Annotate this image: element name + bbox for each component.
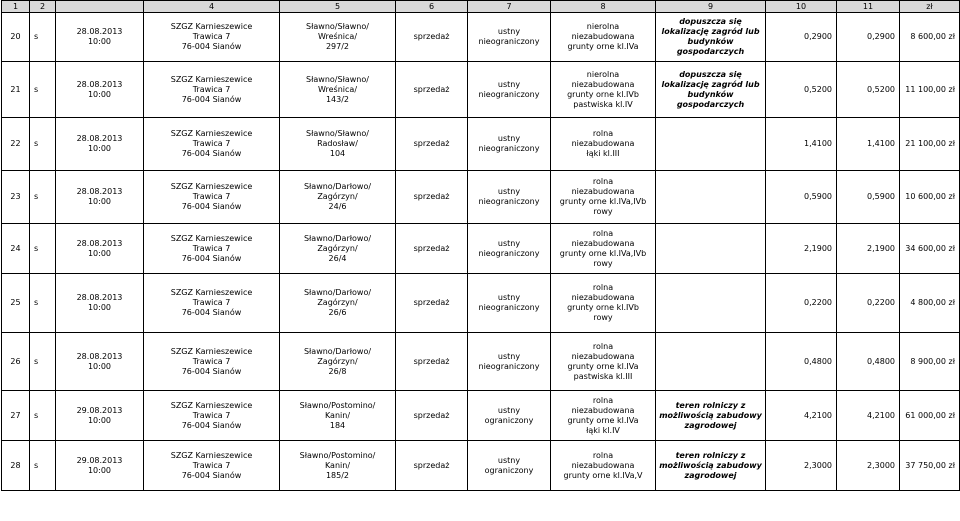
transaction-type-cell: sprzedaż (396, 224, 468, 274)
area-cell: 0,5200 (766, 62, 837, 118)
auction-place-cell: SZGZ Karnieszewice Trawica 7 76-004 Sianów (144, 333, 280, 391)
transaction-type-cell: sprzedaż (396, 274, 468, 333)
price-cell: 11 100,00 zł (900, 62, 960, 118)
auction-date-cell: 28.08.2013 10:00 (56, 118, 144, 171)
area-cell: 0,4800 (766, 333, 837, 391)
area-cell: 2,3000 (766, 441, 837, 491)
price-cell: 10 600,00 zł (900, 171, 960, 224)
transaction-type-cell: sprzedaż (396, 333, 468, 391)
auction-date-cell: 28.08.2013 10:00 (56, 333, 144, 391)
price-cell: 8 900,00 zł (900, 333, 960, 391)
parcel-location-cell: Sławno/Darłowo/ Zagórzyn/ 24/6 (280, 171, 396, 224)
column-header: 1 (2, 1, 30, 13)
auction-date-cell: 28.08.2013 10:00 (56, 13, 144, 62)
zoning-purpose-cell (656, 274, 766, 333)
status-cell: s (30, 274, 56, 333)
column-header: 9 (656, 1, 766, 13)
auction-place-cell: SZGZ Karnieszewice Trawica 7 76-004 Sianów (144, 391, 280, 441)
land-use-cell: rolna niezabudowana grunty orne kl.IVa,IVb rowy (551, 224, 656, 274)
area-cell: 0,2900 (837, 13, 900, 62)
zoning-purpose-cell: teren rolniczy z możliwością zabudowy zagrodowej (656, 391, 766, 441)
column-header: 2 (30, 1, 56, 13)
lot-number-cell: 26 (2, 333, 30, 391)
price-cell: 37 750,00 zł (900, 441, 960, 491)
table-row (2, 62, 960, 118)
column-header: 6 (396, 1, 468, 13)
column-header: 5 (280, 1, 396, 13)
parcel-location-cell: Sławno/Sławno/ Wreśnica/ 297/2 (280, 13, 396, 62)
status-cell: s (30, 441, 56, 491)
lot-number-cell: 20 (2, 13, 30, 62)
price-cell: 61 000,00 zł (900, 391, 960, 441)
auction-place-cell: SZGZ Karnieszewice Trawica 7 76-004 Sianów (144, 224, 280, 274)
transaction-type-cell: sprzedaż (396, 62, 468, 118)
area-cell: 2,1900 (837, 224, 900, 274)
area-cell: 0,2900 (766, 13, 837, 62)
land-use-cell: rolna niezabudowana grunty orne kl.IVa,V (551, 441, 656, 491)
parcel-location-cell: Sławno/Sławno/ Radosław/ 104 (280, 118, 396, 171)
area-cell: 0,2200 (766, 274, 837, 333)
auction-place-cell: SZGZ Karnieszewice Trawica 7 76-004 Sianów (144, 118, 280, 171)
auction-form-cell: ustny nieograniczony (468, 333, 551, 391)
parcel-location-cell: Sławno/Darłowo/ Zagórzyn/ 26/4 (280, 224, 396, 274)
auction-form-cell: ustny nieograniczony (468, 274, 551, 333)
zoning-purpose-cell (656, 171, 766, 224)
auction-place-cell: SZGZ Karnieszewice Trawica 7 76-004 Sianów (144, 274, 280, 333)
transaction-type-cell: sprzedaż (396, 441, 468, 491)
area-cell: 0,4800 (837, 333, 900, 391)
lot-number-cell: 25 (2, 274, 30, 333)
auction-form-cell: ustny ograniczony (468, 391, 551, 441)
table-row (2, 118, 960, 171)
area-cell: 2,3000 (837, 441, 900, 491)
transaction-type-cell: sprzedaż (396, 391, 468, 441)
area-cell: 0,2200 (837, 274, 900, 333)
table-row (2, 391, 960, 441)
auction-date-cell: 28.08.2013 10:00 (56, 224, 144, 274)
auction-date-cell: 28.08.2013 10:00 (56, 171, 144, 224)
area-cell: 0,5900 (766, 171, 837, 224)
column-header: 11 (837, 1, 900, 13)
auction-place-cell: SZGZ Karnieszewice Trawica 7 76-004 Sianów (144, 62, 280, 118)
zoning-purpose-cell: teren rolniczy z możliwością zabudowy zagrodowej (656, 441, 766, 491)
land-use-cell: rolna niezabudowana grunty orne kl.IVa łąki kl.IV (551, 391, 656, 441)
zoning-purpose-cell: dopuszcza się lokalizację zagród lub budynków gospodarczych (656, 62, 766, 118)
land-use-cell: rolna niezabudowana grunty orne kl.IVb rowy (551, 274, 656, 333)
column-header: 10 (766, 1, 837, 13)
status-cell: s (30, 391, 56, 441)
lot-number-cell: 27 (2, 391, 30, 441)
table-row (2, 274, 960, 333)
land-use-cell: rolna niezabudowana grunty orne kl.IVa pastwiska kl.III (551, 333, 656, 391)
column-header (56, 1, 144, 13)
zoning-purpose-cell (656, 224, 766, 274)
auction-form-cell: ustny nieograniczony (468, 224, 551, 274)
price-cell: 34 600,00 zł (900, 224, 960, 274)
header-row (2, 1, 960, 13)
column-header: zł (900, 1, 960, 13)
area-cell: 4,2100 (766, 391, 837, 441)
auction-date-cell: 28.08.2013 10:00 (56, 274, 144, 333)
auction-form-cell: ustny nieograniczony (468, 13, 551, 62)
table-row (2, 441, 960, 491)
auction-form-cell: ustny ograniczony (468, 441, 551, 491)
parcel-location-cell: Sławno/Darłowo/ Zagórzyn/ 26/6 (280, 274, 396, 333)
area-cell: 0,5900 (837, 171, 900, 224)
auction-form-cell: ustny nieograniczony (468, 118, 551, 171)
land-use-cell: rolna niezabudowana łąki kl.III (551, 118, 656, 171)
price-cell: 4 800,00 zł (900, 274, 960, 333)
status-cell: s (30, 118, 56, 171)
column-header: 7 (468, 1, 551, 13)
auction-date-cell: 29.08.2013 10:00 (56, 391, 144, 441)
zoning-purpose-cell (656, 333, 766, 391)
price-cell: 21 100,00 zł (900, 118, 960, 171)
table-row (2, 333, 960, 391)
transaction-type-cell: sprzedaż (396, 171, 468, 224)
auction-date-cell: 29.08.2013 10:00 (56, 441, 144, 491)
land-sale-table (1, 0, 960, 491)
lot-number-cell: 23 (2, 171, 30, 224)
parcel-location-cell: Sławno/Sławno/ Wreśnica/ 143/2 (280, 62, 396, 118)
zoning-purpose-cell (656, 118, 766, 171)
land-use-cell: rolna niezabudowana grunty orne kl.IVa,IVb rowy (551, 171, 656, 224)
zoning-purpose-cell: dopuszcza się lokalizację zagród lub budynków gospodarczych (656, 13, 766, 62)
parcel-location-cell: Sławno/Postomino/ Kanin/ 185/2 (280, 441, 396, 491)
auction-place-cell: SZGZ Karnieszewice Trawica 7 76-004 Sianów (144, 171, 280, 224)
table-row (2, 224, 960, 274)
lot-number-cell: 22 (2, 118, 30, 171)
status-cell: s (30, 171, 56, 224)
table-row (2, 171, 960, 224)
area-cell: 2,1900 (766, 224, 837, 274)
status-cell: s (30, 62, 56, 118)
auction-date-cell: 28.08.2013 10:00 (56, 62, 144, 118)
transaction-type-cell: sprzedaż (396, 118, 468, 171)
land-use-cell: nierolna niezabudowana grunty orne kl.IVa (551, 13, 656, 62)
land-use-cell: nierolna niezabudowana grunty orne kl.IVb pastwiska kl.IV (551, 62, 656, 118)
area-cell: 4,2100 (837, 391, 900, 441)
price-cell: 8 600,00 zł (900, 13, 960, 62)
status-cell: s (30, 13, 56, 62)
auction-form-cell: ustny nieograniczony (468, 171, 551, 224)
lot-number-cell: 21 (2, 62, 30, 118)
transaction-type-cell: sprzedaż (396, 13, 468, 62)
parcel-location-cell: Sławno/Postomino/ Kanin/ 184 (280, 391, 396, 441)
area-cell: 1,4100 (766, 118, 837, 171)
area-cell: 0,5200 (837, 62, 900, 118)
lot-number-cell: 28 (2, 441, 30, 491)
area-cell: 1,4100 (837, 118, 900, 171)
auction-place-cell: SZGZ Karnieszewice Trawica 7 76-004 Sianów (144, 13, 280, 62)
parcel-location-cell: Sławno/Darłowo/ Zagórzyn/ 26/8 (280, 333, 396, 391)
column-header: 8 (551, 1, 656, 13)
status-cell: s (30, 224, 56, 274)
auction-place-cell: SZGZ Karnieszewice Trawica 7 76-004 Sianów (144, 441, 280, 491)
auction-form-cell: ustny nieograniczony (468, 62, 551, 118)
status-cell: s (30, 333, 56, 391)
column-header: 4 (144, 1, 280, 13)
table-row (2, 13, 960, 62)
lot-number-cell: 24 (2, 224, 30, 274)
